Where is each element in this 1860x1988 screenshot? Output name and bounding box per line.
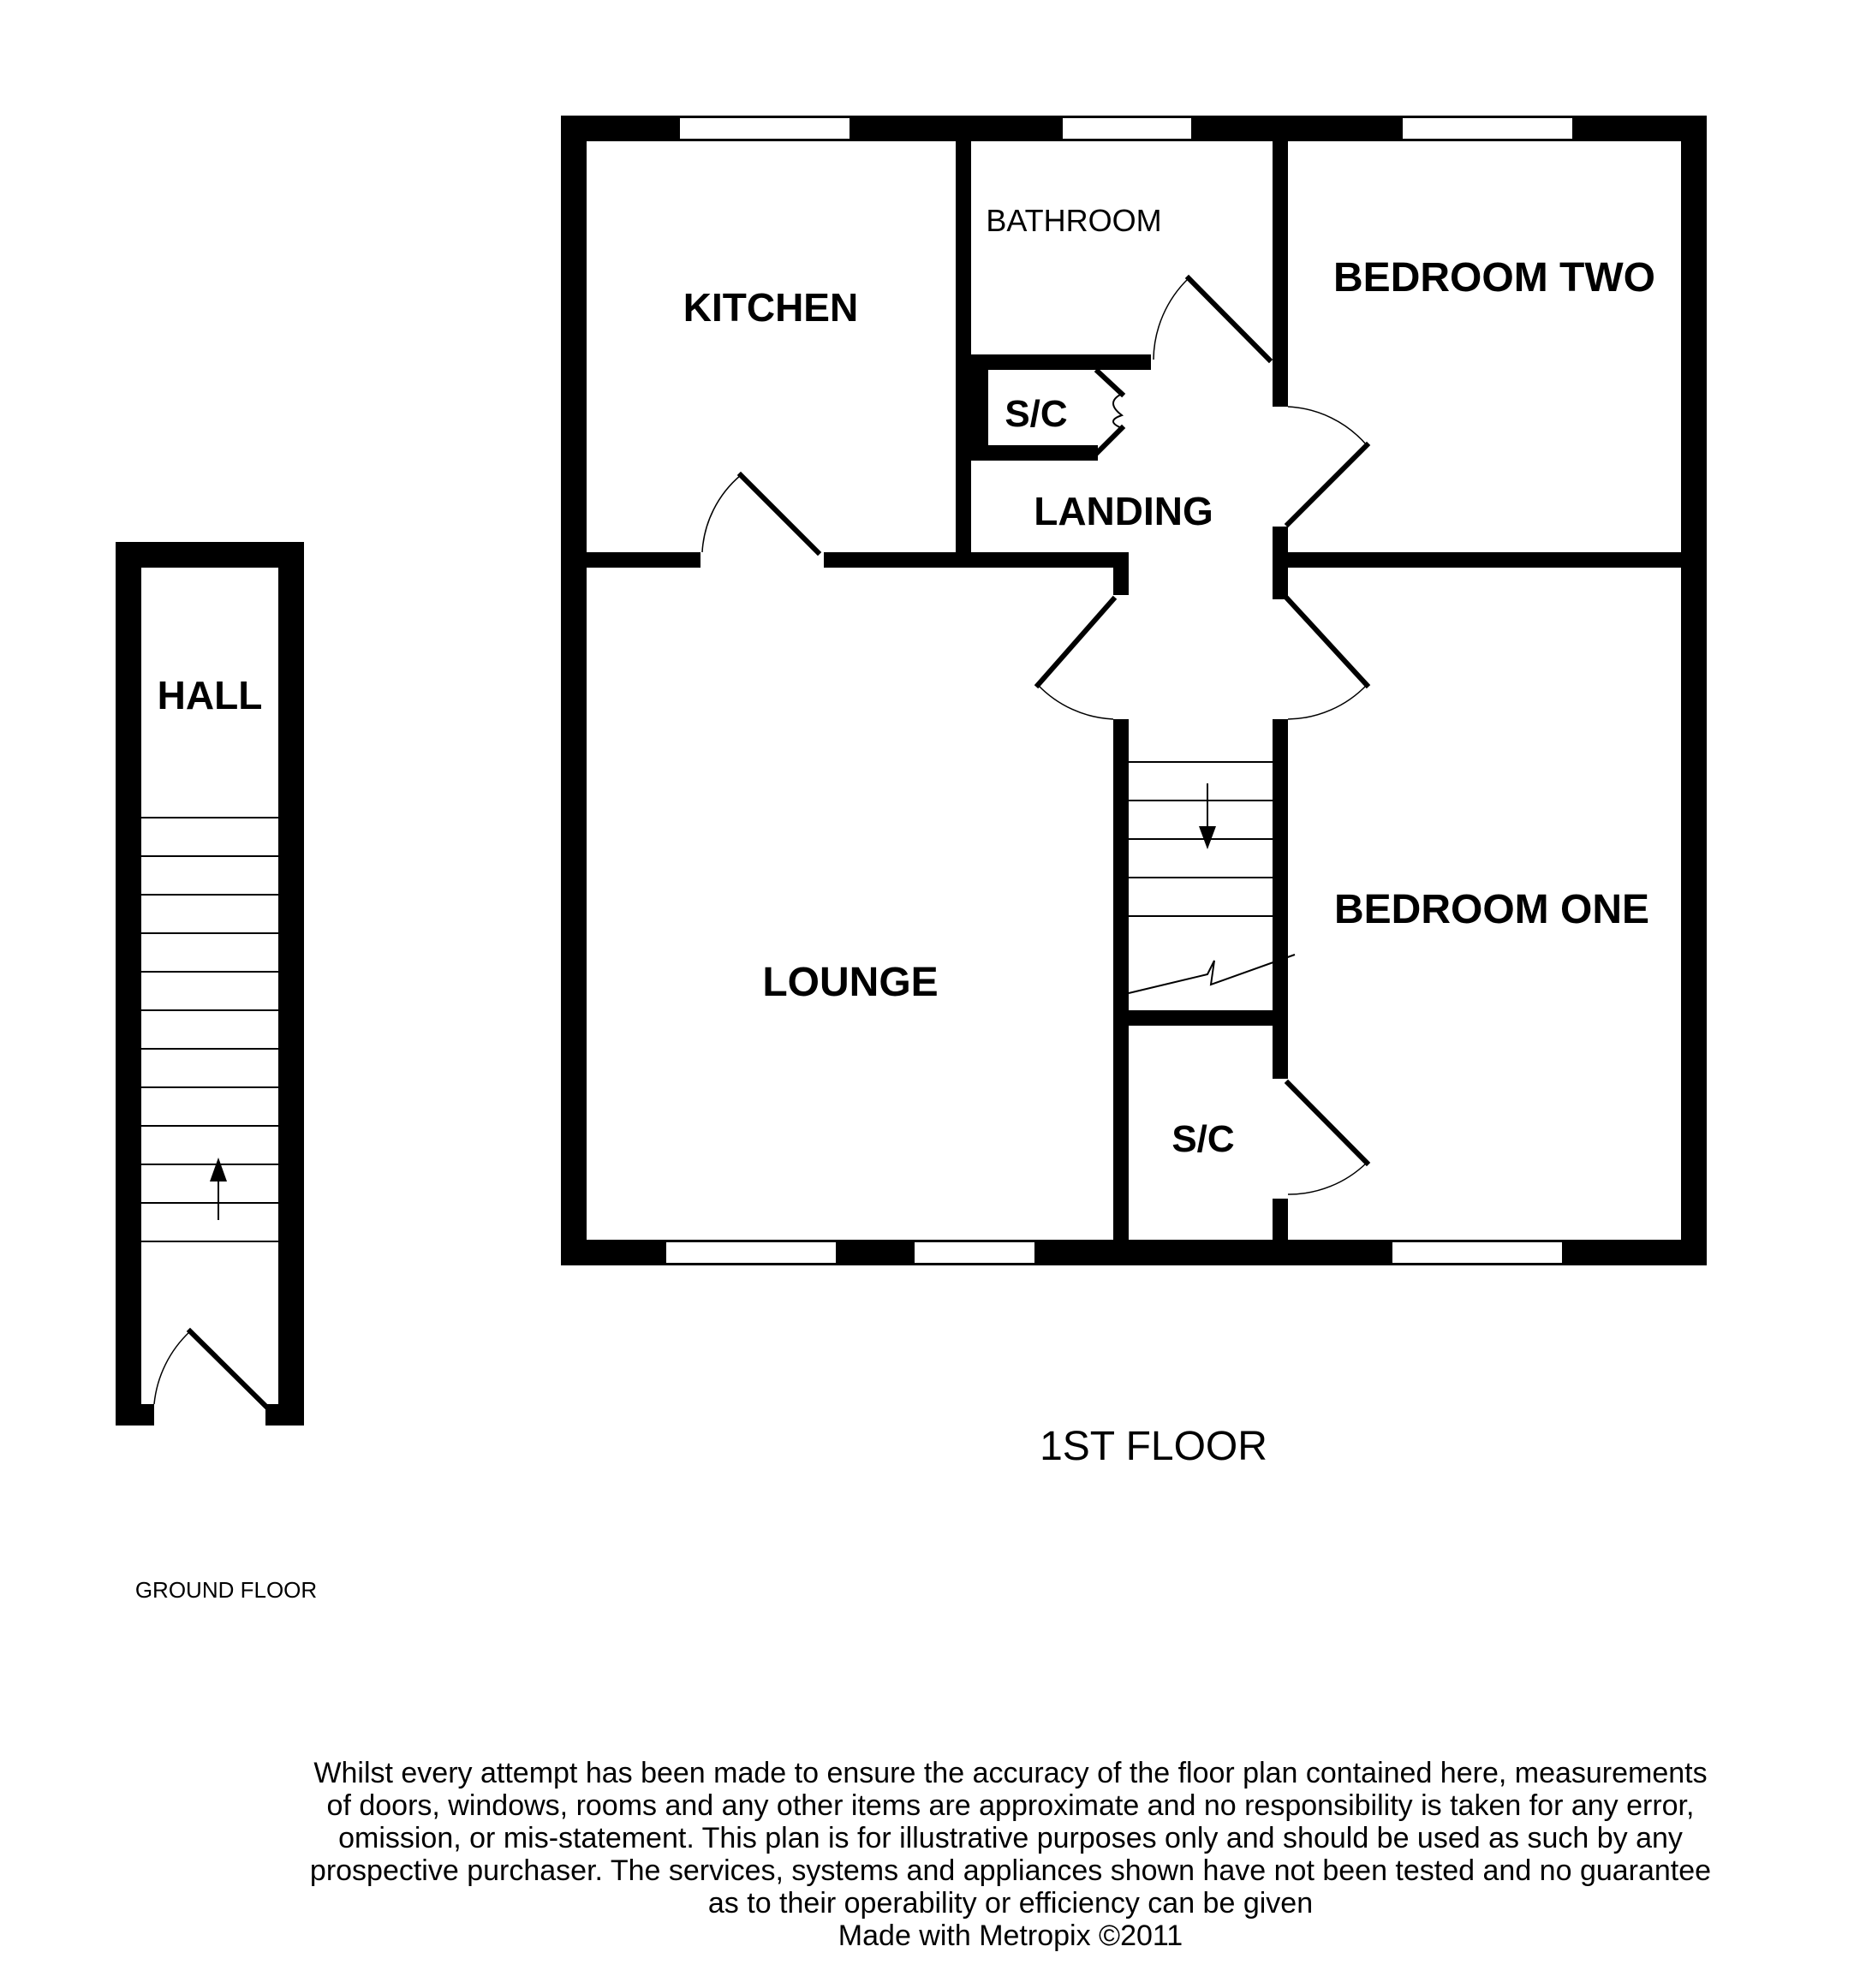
outer-wall-left: [561, 116, 587, 1265]
door-kitchen-swing: [702, 475, 741, 552]
room-label-bathroom: BATHROOM: [986, 203, 1162, 238]
door-bedroom-two-swing: [1288, 407, 1367, 445]
floor-label-first: 1ST FLOOR: [1040, 1424, 1267, 1469]
door-sc-upper: [1098, 428, 1122, 452]
wall-kitchen-right: [956, 141, 971, 552]
room-label-lounge: LOUNGE: [762, 960, 939, 1005]
wall-bathroom-bottom: [971, 354, 1151, 370]
hall-wall-right: [278, 542, 304, 1426]
ground-floor-plan: [116, 542, 317, 1603]
door-bedroom-two: [1288, 445, 1367, 524]
door-bedroom-one-swing: [1288, 685, 1367, 719]
wall-bedrooms-left-mid: [1273, 527, 1288, 599]
door-sc-lower: [1288, 1083, 1367, 1163]
wall-bedrooms-left-top: [1273, 141, 1288, 407]
hall-wall-bottom-left: [116, 1404, 154, 1426]
door-sc-upper-swing: [1113, 394, 1122, 428]
floor-label-ground: GROUND FLOOR: [134, 1577, 318, 1603]
wall-bedrooms-divider: [1288, 552, 1681, 568]
room-label-landing: LANDING: [1034, 489, 1213, 533]
wall-bedrooms-left-bottom: [1273, 1199, 1288, 1240]
outer-wall-right: [1681, 116, 1707, 1265]
door-bathroom-swing: [1154, 278, 1189, 360]
stairs-down-arrow-icon: [1199, 826, 1216, 849]
door-bathroom: [1189, 278, 1269, 360]
door-lounge-swing: [1038, 685, 1113, 719]
door-bedroom-one: [1288, 599, 1367, 685]
disclaimer-line: as to their operability or efficiency can be given: [707, 1887, 1314, 1920]
wall-stairs-bottom: [1129, 1010, 1273, 1026]
room-label-sc-upper: S/C: [1005, 393, 1068, 435]
wall-bedrooms-left-lower: [1273, 719, 1288, 1079]
door-hall-entrance-swing: [154, 1331, 190, 1404]
door-lounge: [1038, 599, 1113, 685]
door-sc-lower-swing: [1288, 1163, 1367, 1194]
hall-wall-left: [116, 542, 141, 1426]
window-bathroom: [1062, 117, 1192, 140]
room-label-bedroom-one: BEDROOM ONE: [1333, 887, 1650, 932]
window-lounge-left: [665, 1241, 837, 1264]
wall-lounge-right: [1113, 719, 1129, 1240]
room-label-sc-lower: S/C: [1171, 1118, 1235, 1160]
door-hall-entrance: [190, 1331, 272, 1413]
wall-kitchen-bottom-left: [587, 552, 700, 568]
hall-wall-top: [116, 542, 304, 568]
wall-kitchen-bottom-right: [824, 552, 1129, 568]
disclaimer-line: omission, or mis-statement. This plan is for illustrative purposes only and should be used as such by any: [338, 1822, 1683, 1854]
disclaimer-text: [223, 1757, 1798, 1952]
window-bedroom-two: [1402, 117, 1573, 140]
wall-lounge-right-stub: [1113, 552, 1129, 595]
stairs-ground-floor: [141, 818, 278, 1241]
disclaimer-line: Whilst every attempt has been made to ensure the accuracy of the floor plan contained here, measurements: [313, 1757, 1708, 1789]
room-label-bedroom-two: BEDROOM TWO: [1333, 255, 1655, 301]
room-label-kitchen: KITCHEN: [683, 285, 859, 330]
disclaimer-line: of doors, windows, rooms and any other items are approximate and no responsibility is taken for any error,: [326, 1789, 1695, 1822]
disclaimer-line: prospective purchaser. The services, systems and appliances shown have not been tested and no guarantee: [309, 1854, 1712, 1887]
door-kitchen: [741, 475, 818, 552]
room-label-hall: HALL: [157, 673, 263, 717]
window-bedroom-one: [1392, 1241, 1563, 1264]
wall-sc-bottom: [971, 445, 1098, 461]
stairs-first-floor: [1129, 762, 1295, 993]
window-kitchen: [679, 117, 850, 140]
wall-sc-top: [971, 354, 988, 449]
window-lounge-right: [914, 1241, 1035, 1264]
stairs-up-arrow-icon: [210, 1158, 227, 1181]
door-sc-upper-panel: [1098, 372, 1122, 394]
first-floor-plan: [561, 116, 1707, 1469]
disclaimer-credit: Made with Metropix ©2011: [838, 1920, 1183, 1952]
